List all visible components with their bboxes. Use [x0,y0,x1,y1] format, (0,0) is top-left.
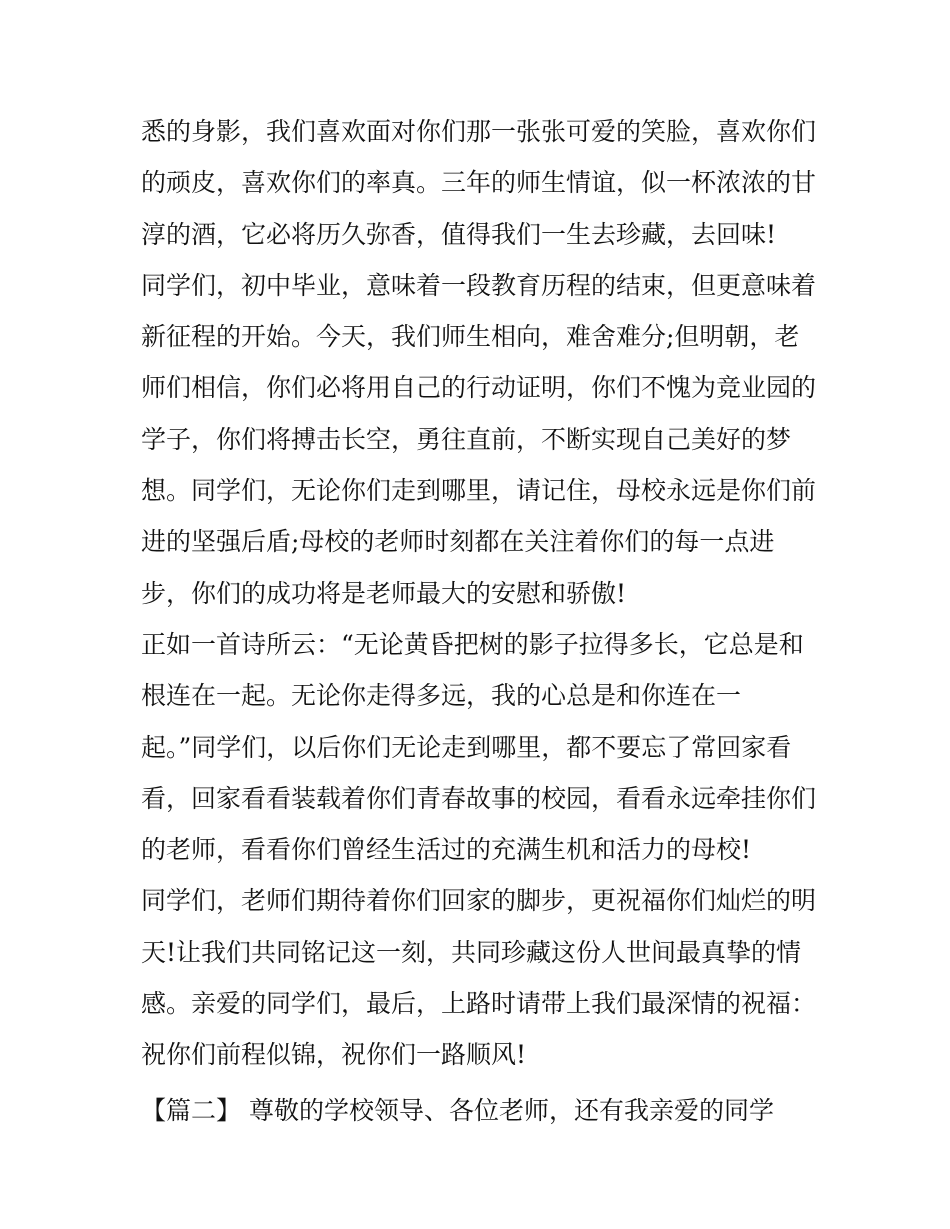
text-line: 的老师，看看你们曾经生活过的充满生机和活力的母校! [141,835,752,865]
text-line: 学子，你们将搏击长空，勇往直前，不断实现自己美好的梦 [141,424,792,454]
text-line: 天!让我们共同铭记这一刻，共同珍藏这份人世间最真挚的情 [141,937,802,967]
text-line: 的顽皮，喜欢你们的率真。三年的师生情谊，似一杯浓浓的甘 [141,168,817,198]
text-line: 新征程的开始。今天，我们师生相向，难舍难分;但明朝，老 [141,322,800,352]
text-line: 想。同学们，无论你们走到哪里，请记住，母校永远是你们前 [141,476,817,506]
text-line: 起。”同学们，以后你们无论走到哪里，都不要忘了常回家看 [141,732,792,762]
text-line: 根连在一起。无论你走得多远，我的心总是和你连在一 [141,681,742,711]
text-line: 同学们，初中毕业，意味着一段教育历程的结束，但更意味着 [141,270,817,300]
text-line: 师们相信，你们必将用自己的行动证明，你们不愧为竞业园的 [141,373,817,403]
text-line: 看，回家看看装载着你们青春故事的校园，看看永远牵挂你们 [141,783,817,813]
body-text [141,106,831,1136]
text-line: 悉的身影，我们喜欢面对你们那一张张可爱的笑脸，喜欢你们 [141,117,817,146]
section-heading-line: 【篇二】 尊敬的学校领导、各位老师，还有我亲爱的同学 [141,1095,774,1125]
text-line: 感。亲爱的同学们，最后，上路时请带上我们最深情的祝福： [141,989,817,1019]
text-line: 进的坚强后盾;母校的老师时刻都在关注着你们的每一点进 [141,527,775,557]
text-line: 祝你们前程似锦，祝你们一路顺风! [141,1040,527,1070]
text-line: 淳的酒，它必将历久弥香，值得我们一生去珍藏，去回味! [141,219,777,249]
text-line: 步，你们的成功将是老师最大的安慰和骄傲! [141,578,627,608]
text-line: 正如一首诗所云：“无论黄昏把树的影子拉得多长，它总是和 [141,629,804,659]
text-line: 同学们，老师们期待着你们回家的脚步，更祝福你们灿烂的明 [141,886,817,916]
